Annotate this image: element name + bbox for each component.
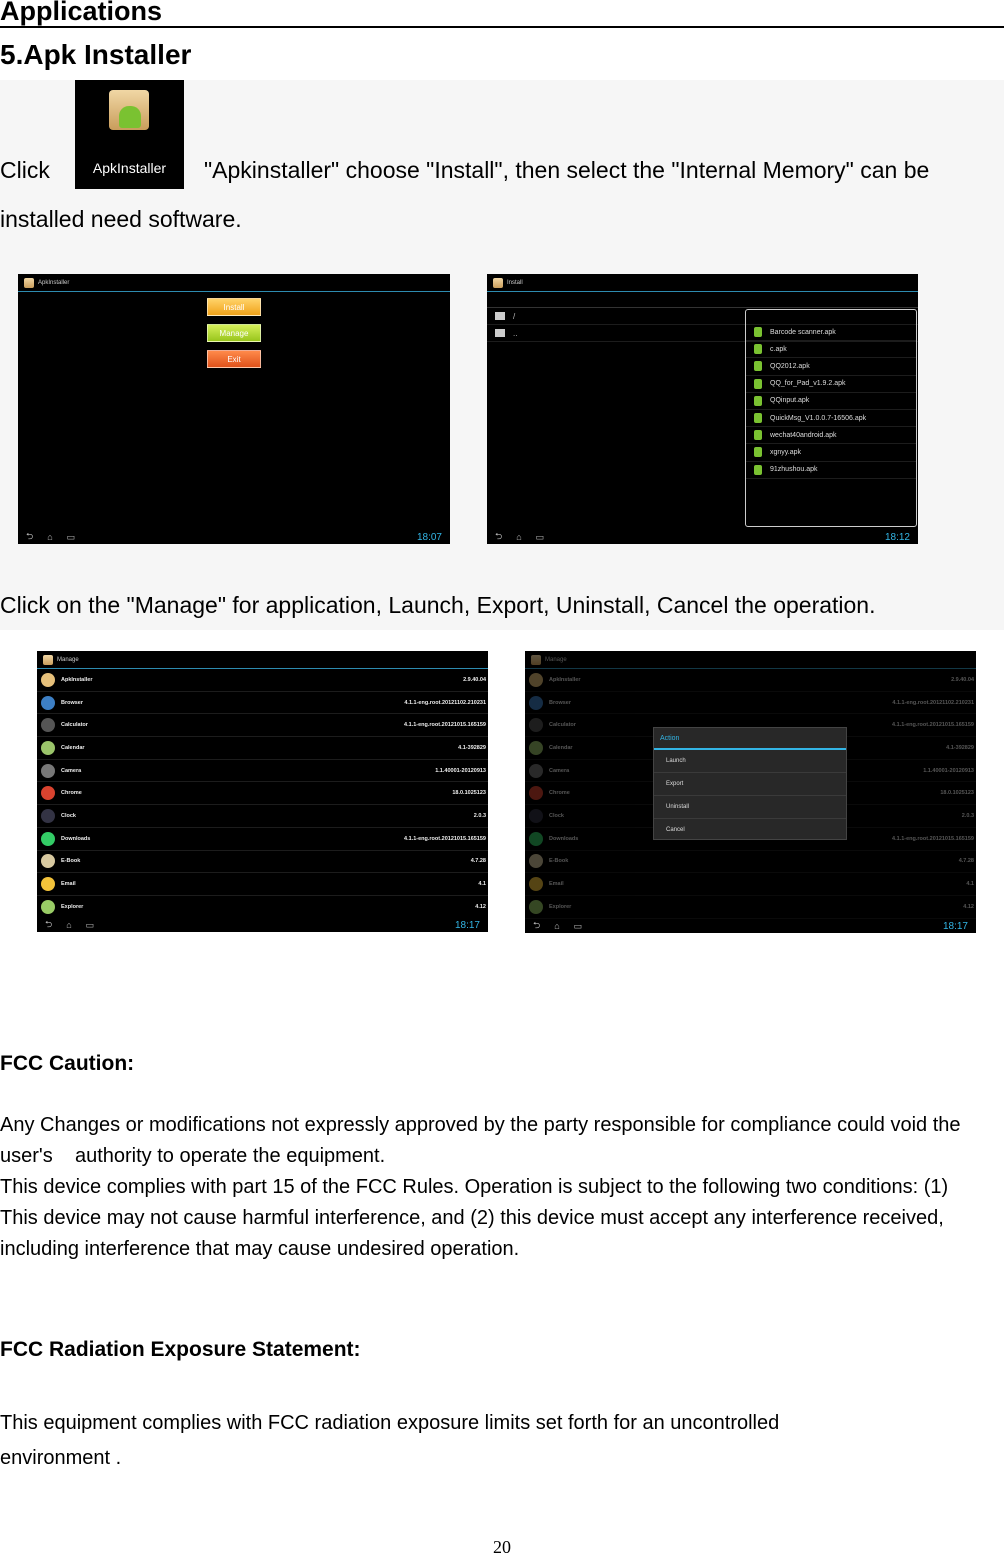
home-icon[interactable]: ⌂ (66, 920, 72, 930)
manage-button[interactable]: Manage (207, 324, 261, 342)
app-name: Calculator (61, 722, 88, 729)
app-row[interactable] (37, 692, 488, 715)
caution-line: including interference that may cause undesired operation. (0, 1238, 520, 1260)
system-nav-bar (525, 919, 976, 933)
app-icon (529, 786, 543, 800)
app-version: 4.1.1-eng.root.20121102.210231 (892, 699, 974, 706)
dialog-title: Action (654, 728, 846, 750)
app-icon (41, 854, 55, 868)
install-button[interactable]: Install (207, 298, 261, 316)
app-icon (41, 718, 55, 732)
app-name: ApkInstaller (61, 676, 93, 683)
apk-name: xgnyy.apk (770, 448, 801, 456)
app-icon (41, 786, 55, 800)
apk-name: QQinput.apk (770, 397, 810, 405)
app-version: 4.1 (478, 881, 486, 888)
folder-name: .. (513, 328, 518, 338)
app-icon (24, 278, 34, 288)
app-name: Downloads (549, 835, 579, 842)
app-icon (529, 764, 543, 778)
fcc-caution-title: FCC Caution: (0, 1052, 135, 1075)
app-version: 4.1.1-eng.root.20121015.165159 (892, 835, 974, 842)
fcc-radiation-body (0, 1406, 779, 1476)
app-version: 18.0.1025123 (452, 790, 486, 797)
apk-row[interactable] (746, 444, 916, 461)
app-version: 2.0.3 (961, 812, 974, 819)
system-nav-bar (37, 918, 488, 932)
app-row[interactable] (525, 669, 976, 692)
app-row[interactable] (37, 737, 488, 760)
app-icon (529, 832, 543, 846)
app-name: Calendar (61, 744, 85, 751)
app-icon (41, 764, 55, 778)
action-dialog (653, 727, 847, 840)
app-icon (41, 809, 55, 823)
app-icon (43, 655, 53, 665)
app-name: Clock (549, 812, 564, 819)
app-version: 4.7.28 (470, 858, 486, 865)
screen-title: ApkInstaller (38, 279, 70, 286)
click-label: Click (0, 157, 50, 183)
app-version: 2.9.40.04 (951, 676, 974, 683)
app-name: Calculator (549, 722, 576, 729)
app-row[interactable] (37, 669, 488, 692)
recent-apps-icon[interactable]: ▭ (573, 920, 583, 931)
folder-name: / (513, 311, 516, 321)
apk-row[interactable] (746, 341, 916, 358)
app-version: 1.1.40001-20120913 (435, 767, 486, 774)
apk-list-panel (745, 309, 917, 527)
recent-apps-icon[interactable]: ▭ (66, 531, 76, 542)
section-heading: Applications (0, 0, 1004, 28)
app-icon (41, 832, 55, 846)
radiation-line: This equipment complies with FCC radiation exposure limits set forth for an uncontrolled (0, 1412, 780, 1434)
app-icon (529, 718, 543, 732)
app-version: 2.0.3 (473, 812, 486, 819)
app-version: 1.1.40001-20120913 (923, 767, 974, 774)
app-name: Chrome (61, 790, 82, 797)
app-icon (41, 741, 55, 755)
app-version: 4.1.1-eng.root.20121015.165159 (404, 835, 486, 842)
exit-button[interactable]: Exit (207, 350, 261, 368)
app-name: Calendar (549, 744, 573, 751)
page-title: 5.Apk Installer (0, 39, 192, 70)
intro-text-line1: "Apkinstaller" choose "Install", then select the "Internal Memory" can be (204, 157, 930, 183)
clock: 18:07 (416, 531, 442, 543)
app-version: 4.1.1-eng.root.20121015.165159 (892, 722, 974, 729)
apk-icon (754, 465, 762, 475)
radiation-line: environment . (0, 1447, 122, 1469)
app-version: 4.1-392829 (946, 744, 974, 751)
app-icon (529, 900, 543, 914)
back-icon[interactable]: ⮌ (495, 531, 503, 541)
apk-name: QQ2012.apk (770, 362, 810, 370)
back-icon[interactable]: ⮌ (45, 919, 53, 929)
system-nav-bar (487, 530, 918, 544)
app-name: Email (61, 881, 76, 888)
app-icon-label: ApkInstaller (92, 160, 167, 176)
apk-icon (754, 379, 762, 389)
fcc-caution-body (0, 1110, 1004, 1265)
recent-apps-icon[interactable]: ▭ (85, 919, 95, 930)
screenshot-manage (37, 651, 488, 932)
app-row[interactable] (37, 851, 488, 874)
apk-row[interactable] (746, 462, 916, 479)
app-row[interactable] (37, 782, 488, 805)
apk-name: 91zhushou.apk (770, 466, 818, 474)
caution-line: Any Changes or modifications not expressly approved by the party responsible for compliance could void the (0, 1114, 961, 1136)
app-icon (529, 877, 543, 891)
clock: 18:17 (454, 919, 480, 931)
app-row[interactable] (525, 692, 976, 715)
screenshot-manage-action (525, 651, 976, 933)
clock: 18:12 (884, 531, 910, 543)
manage-instructions: Click on the "Manage" for application, Launch, Export, Uninstall, Cancel the operation. (0, 592, 876, 618)
app-row[interactable] (37, 805, 488, 828)
app-name: Email (549, 881, 564, 888)
app-row[interactable] (37, 896, 488, 919)
app-name: ApkInstaller (549, 676, 581, 683)
app-name: Clock (61, 812, 76, 819)
apk-row[interactable] (746, 324, 916, 341)
apk-row[interactable] (746, 358, 916, 375)
caution-line: This device complies with part 15 of the FCC Rules. Operation is subject to the following two conditions: (1) (0, 1176, 949, 1198)
app-version: 4.12 (963, 903, 974, 910)
app-version: 2.9.40.04 (463, 676, 486, 683)
app-row[interactable] (37, 714, 488, 737)
caution-line: This device may not cause harmful interference, and (2) this device must accept any interference received, (0, 1207, 944, 1229)
apk-row[interactable] (746, 410, 916, 427)
app-version: 4.1.1-eng.root.20121015.165159 (404, 722, 486, 729)
apk-row[interactable] (746, 427, 916, 444)
app-version: 4.1 (966, 881, 974, 888)
screen-title: Manage (57, 656, 79, 663)
apk-name: Barcode scanner.apk (770, 328, 836, 336)
app-name: Explorer (61, 903, 84, 910)
app-name: E-Book (61, 858, 81, 865)
cancel-action[interactable]: Cancel (666, 827, 685, 833)
uninstall-action[interactable]: Uninstall (654, 796, 846, 819)
app-row[interactable] (37, 828, 488, 851)
app-version: 4.1.1-eng.root.20121102.210231 (404, 699, 486, 706)
app-row[interactable] (37, 873, 488, 896)
screen-title: Install (507, 279, 523, 286)
app-name: Downloads (61, 835, 91, 842)
app-icon (529, 696, 543, 710)
app-icon (529, 809, 543, 823)
app-icon (529, 741, 543, 755)
apk-name: QuickMsg_V1.0.0.7-16506.apk (770, 414, 867, 422)
app-icon (41, 673, 55, 687)
folder-icon (495, 312, 505, 320)
app-name: Browser (61, 699, 84, 706)
apk-icon (754, 327, 762, 337)
home-icon[interactable]: ⌂ (516, 532, 522, 542)
home-icon[interactable]: ⌂ (47, 532, 53, 542)
screenshot-install (487, 274, 918, 544)
app-name: Browser (549, 699, 572, 706)
app-version: 4.12 (475, 903, 486, 910)
page-number: 20 (493, 1537, 511, 1557)
apk-icon (754, 396, 762, 406)
app-name: Camera (549, 767, 570, 774)
app-icon (531, 655, 541, 665)
app-icon (529, 854, 543, 868)
app-icon (41, 696, 55, 710)
app-row[interactable] (525, 896, 976, 919)
home-icon[interactable]: ⌂ (554, 921, 560, 931)
back-icon[interactable]: ⮌ (533, 920, 541, 930)
app-version: 4.1-392829 (458, 744, 486, 751)
apk-name: c.apk (770, 345, 787, 353)
apk-name: QQ_for_Pad_v1.9.2.apk (770, 380, 846, 388)
app-version: 18.0.1025123 (940, 790, 974, 797)
app-name: Explorer (549, 903, 572, 910)
app-icon (529, 673, 543, 687)
app-row[interactable] (525, 873, 976, 896)
apk-icon (754, 430, 762, 440)
apk-row[interactable] (746, 393, 916, 410)
system-nav-bar (18, 530, 450, 544)
apk-row[interactable] (746, 376, 916, 393)
app-row[interactable] (37, 760, 488, 783)
recent-apps-icon[interactable]: ▭ (535, 531, 545, 542)
screenshot-apkinstaller-menu (18, 274, 450, 544)
launch-action[interactable]: Launch (654, 750, 846, 773)
app-name: Chrome (549, 790, 570, 797)
fcc-radiation-title: FCC Radiation Exposure Statement: (0, 1338, 361, 1361)
apk-icon (754, 447, 762, 457)
back-icon[interactable]: ⮌ (26, 531, 34, 541)
apkinstaller-app-icon (75, 80, 184, 189)
app-icon (41, 900, 55, 914)
apk-icon (754, 344, 762, 354)
apk-name: wechat40android.apk (770, 431, 837, 439)
app-row[interactable] (525, 851, 976, 874)
intro-text-line2: installed need software. (0, 206, 242, 232)
app-name: E-Book (549, 858, 569, 865)
caution-line: user's authority to operate the equipment. (0, 1145, 386, 1167)
app-icon (493, 278, 503, 288)
export-action[interactable]: Export (654, 773, 846, 796)
app-version: 4.7.28 (958, 858, 974, 865)
apk-icon (754, 413, 762, 423)
clock: 18:17 (942, 920, 968, 932)
screen-title: Manage (545, 656, 567, 663)
apk-icon (754, 361, 762, 371)
folder-icon (495, 329, 505, 337)
app-name: Camera (61, 767, 82, 774)
app-icon (41, 877, 55, 891)
